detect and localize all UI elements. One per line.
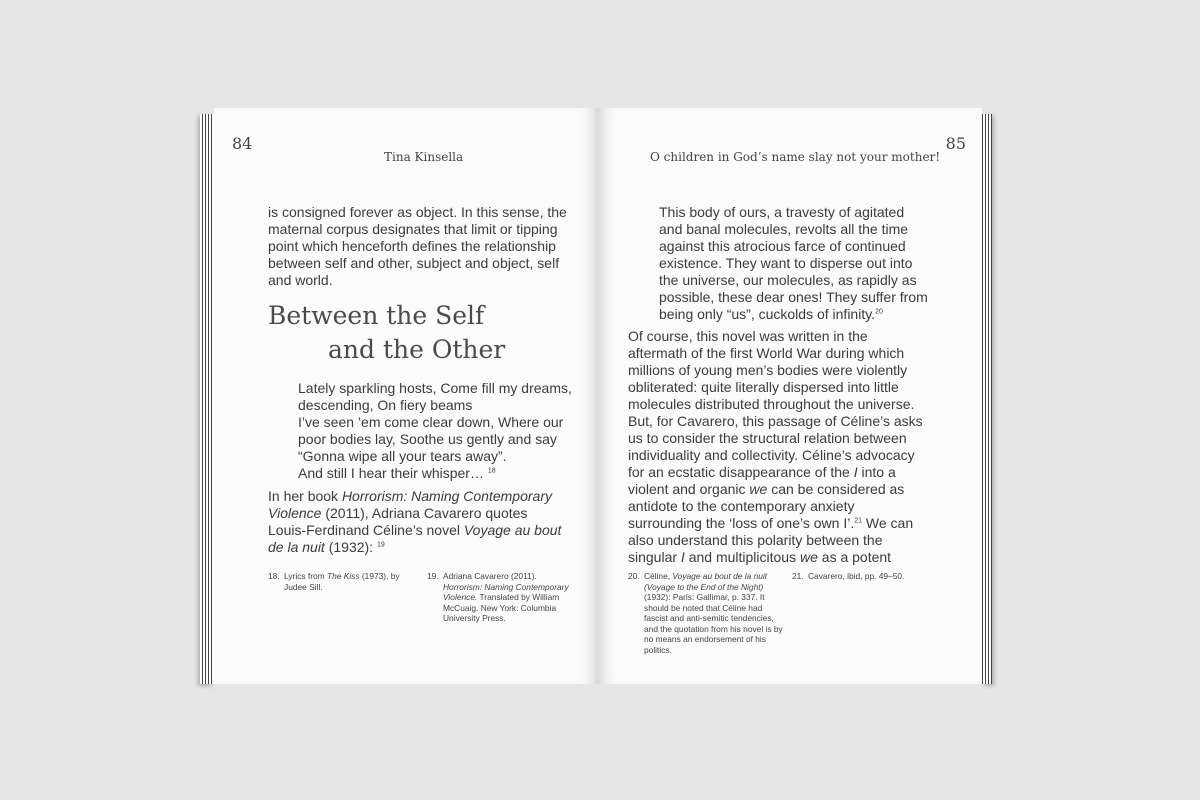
body-paragraph: Of course, this novel was written in the aftermath of the first World War during which millions of young men’s bodies were violently obliterated: quite literally dispersed into little molecules distributed throughout the universe. But, for Cavarero, this passage of Céline’s asks us to consider the structural relation between individuality and collectivity. Céline’s advocacy for an ecstatic disappearance of the I into a violent and organic we can be considered as antidote to the contemporary anxiety surrounding the ‘loss of one’s own I’.$^{21}$ We can also understand this polarity between the singular I and multiplicitous we as a potent	[628, 328, 923, 565]
open-book	[200, 108, 992, 684]
song-quote	[298, 380, 588, 482]
footnote-ref: 19	[376, 541, 385, 549]
section-heading-line-2: and the Other	[328, 335, 506, 364]
quote-line: poor bodies lay, Soothe us gently and say	[298, 431, 557, 447]
quote-line: I’ve seen ’em come clear down, Where our	[298, 414, 564, 430]
body-paragraph: is consigned forever as object. In this sense, the maternal corpus designates that limit or tipping point which henceforth defines the relationship between self and other, subject and object, self and world.	[268, 204, 567, 288]
right-page	[598, 108, 982, 684]
section-heading-line-1: Between the Self	[268, 301, 485, 330]
page-edges-left	[200, 114, 214, 684]
quote-line: And still I hear their whisper…	[298, 465, 484, 481]
page-number-left: 84	[232, 134, 253, 153]
quote-line: “Gonna wipe all your tears away”.	[298, 448, 507, 464]
celine-quote: This body of ours, a travesty of agitated and banal molecules, revolts all the time against this atrocious farce of continued existence. They want to disperse out into the universe, our molecules, as rapidly as possible, these dear ones! They suffer from being only “us”, cuckolds of infinity.$^{20}$	[659, 204, 928, 322]
body-paragraph-2: In her book Horrorism: Naming Contemporary Violence (2011), Adriana Cavarero quotes Louis-Ferdinand Céline’s novel Voyage au bout de la nuit (1932): $^{19}$	[268, 488, 562, 555]
footnote-20: 20. Céline, Voyage au bout de la nuit (Voyage to the End of the Night) (1932): Paris: Gallimar, p. 337. It should be noted that Céline had fascist and anti-semitic tendencies, and the quotation from his novel is by no means an endorsement of his politics.	[628, 571, 783, 655]
footnote-ref: 20	[875, 308, 883, 316]
quote-line: descending, On fiery beams	[298, 397, 473, 413]
quote-line: Lately sparkling hosts, Come fill my dreams,	[298, 380, 572, 396]
footnote-ref: 18	[487, 467, 496, 475]
footnote-18: 18. Lyrics from The Kiss (1973), by Judee Sill.	[268, 571, 400, 592]
footnote-19: 19. Adriana Cavarero (2011). Horrorism: Naming Contemporary Violence. Translated by William McCuaig. New York: Columbia University Press.	[427, 571, 569, 623]
running-head-left: Tina Kinsella	[384, 150, 464, 164]
footnote-ref: 21	[854, 517, 863, 525]
left-page	[214, 108, 598, 684]
running-head-right: O children in God’s name slay not your mother!	[650, 150, 941, 164]
page-number-right: 85	[945, 134, 966, 153]
footnote-21: 21. Cavarero, ibid, pp. 49–50.	[792, 571, 905, 581]
page-edges-right	[982, 114, 992, 684]
